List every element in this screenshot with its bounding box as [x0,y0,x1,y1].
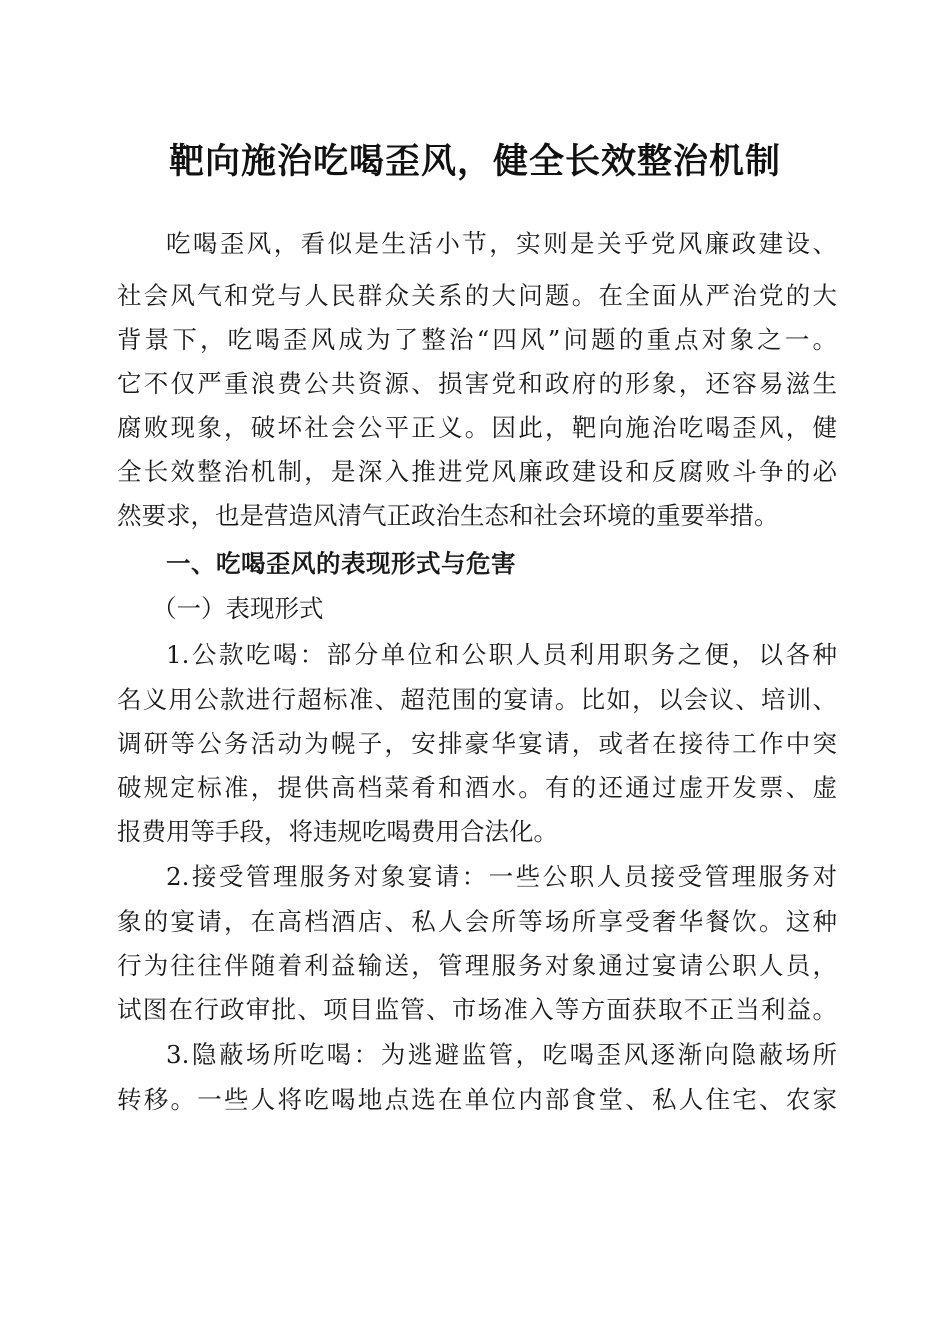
intro-line: 背景下，吃喝歪风成为了整治“四风”问题的重点对象之一。 [117,325,837,354]
item-line: 报费用等手段，将违规吃喝费用合法化。 [117,817,558,846]
section-heading: 一、吃喝歪风的表现形式与危害 [166,549,516,578]
item-line: 试图在行政审批、项目监管、市场准入等方面获取不正当利益。 [117,995,837,1024]
item-line: 象的宴请，在高档酒店、私人会所等场所享受奢华餐饮。这种 [117,907,837,936]
item-line: 2.接受管理服务对象宴请：一些公职人员接受管理服务对 [166,862,837,891]
intro-line: 吃喝歪风，看似是生活小节，实则是关乎党风廉政建设、 [166,229,837,258]
item-line: 行为往往伴随着利益输送，管理服务对象通过宴请公职人员， [117,951,837,980]
item-line: 3.隐蔽场所吃喝：为逃避监管，吃喝歪风逐渐向隐蔽场所 [166,1040,837,1069]
intro-line: 腐败现象，破坏社会公平正义。因此，靶向施治吃喝歪风，健 [117,413,837,442]
item-line: 名义用公款进行超标准、超范围的宴请。比如，以会议、培训、 [117,685,837,714]
subsection-heading: （一）表现形式 [152,594,324,623]
item-line: 调研等公务活动为幌子，安排豪华宴请，或者在接待工作中突 [117,729,837,758]
intro-line: 全长效整治机制，是深入推进党风廉政建设和反腐败斗争的必 [117,457,837,486]
item-line: 1.公款吃喝：部分单位和公职人员利用职务之便，以各种 [166,640,837,669]
intro-line: 然要求，也是营造风清气正政治生态和社会环境的重要举措。 [117,501,779,530]
item-line: 转移。一些人将吃喝地点选在单位内部食堂、私人住宅、农家 [117,1085,837,1114]
document-title: 靶向施治吃喝歪风，健全长效整治机制 [168,142,781,182]
intro-line: 社会风气和党与人民群众关系的大问题。在全面从严治党的大 [117,281,837,310]
item-line: 破规定标准，提供高档菜肴和酒水。有的还通过虚开发票、虚 [117,773,837,802]
intro-line: 它不仅严重浪费公共资源、损害党和政府的形象，还容易滋生 [117,369,837,398]
